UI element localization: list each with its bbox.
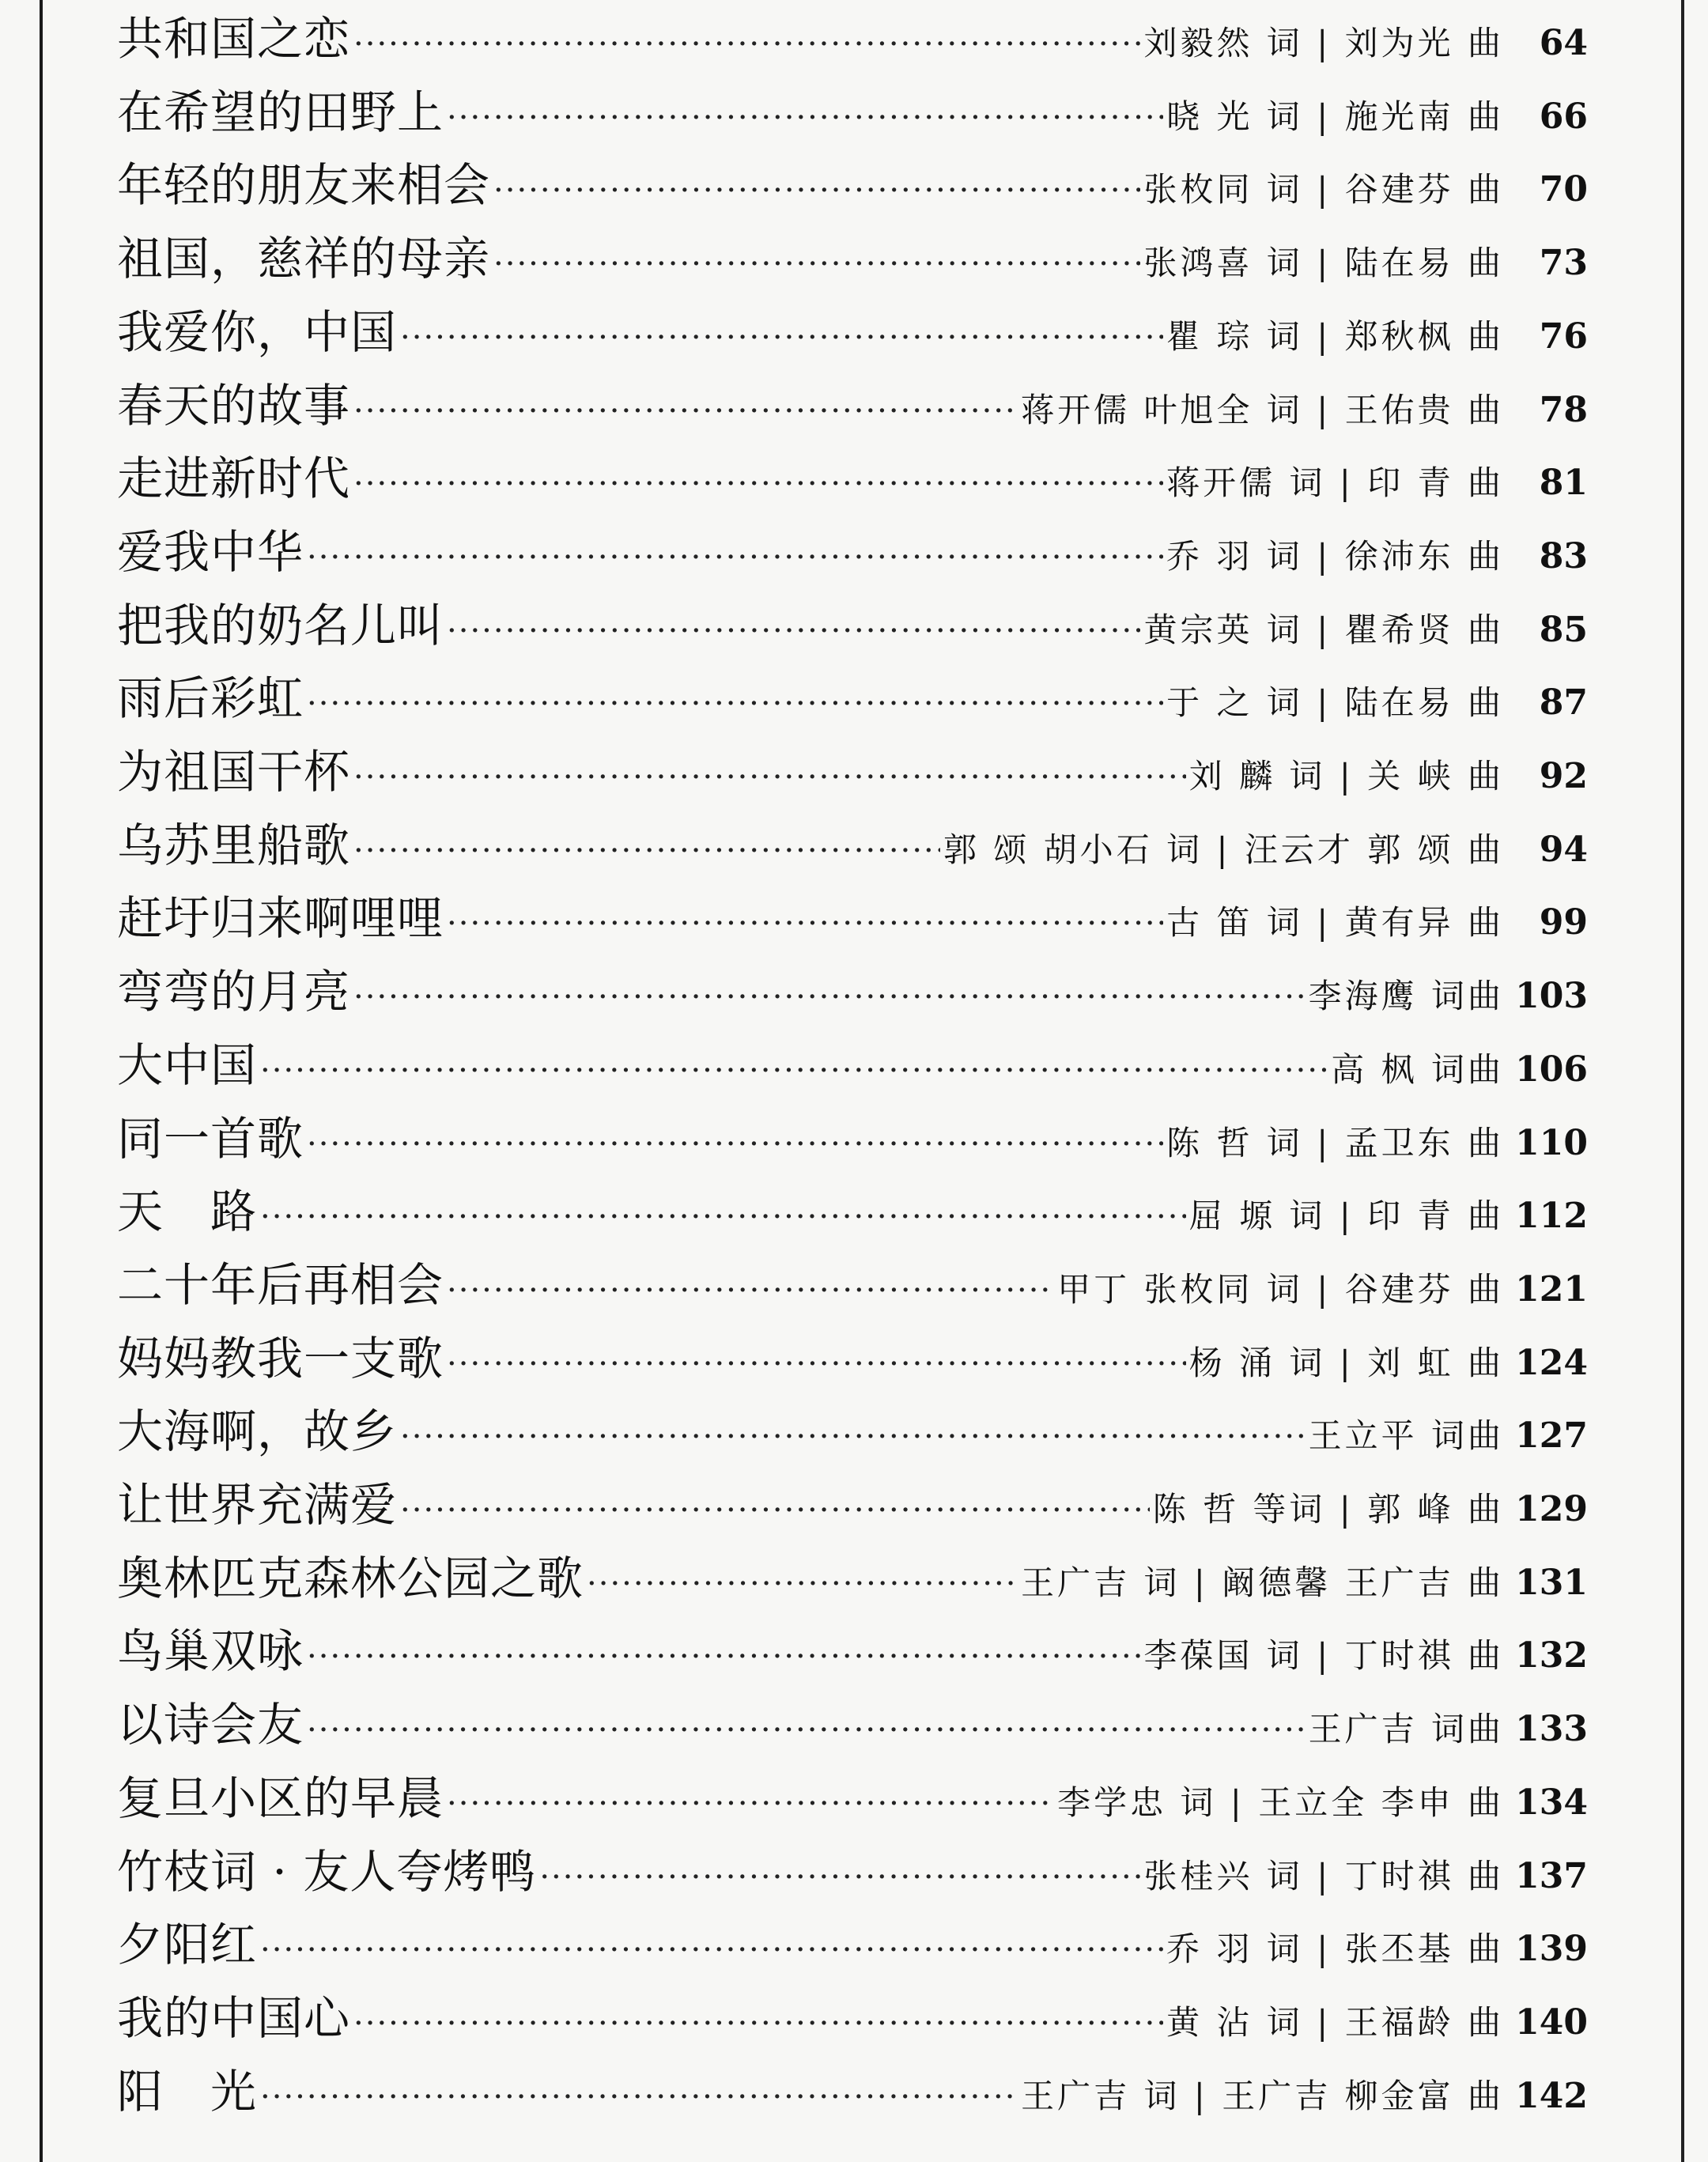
dot-leader [587,1566,1018,1602]
dot-leader [353,759,1186,796]
song-title: 乌苏里船歌 [117,818,351,872]
lyricist-composer-credit: 王立平 词曲 [1308,1416,1504,1456]
song-title: 雨后彩虹 [117,671,304,726]
lyricist-composer-credit: 屈 塬 词 | 印 青 曲 [1188,1196,1504,1236]
lyricist-composer-credit: 高 枫 词曲 [1331,1049,1504,1089]
song-title: 为祖国干杯 [117,745,351,799]
toc-entry [117,661,1588,734]
song-title: 年轻的朋友来相会 [117,158,491,213]
toc-entry [117,295,1588,368]
dot-leader [353,466,1163,502]
song-title: 同一首歌 [117,1111,304,1166]
lyricist-composer-credit: 黄 沾 词 | 王福龄 曲 [1166,2002,1504,2042]
song-title: 竹枝词 · 友人夸烤鸭 [117,1844,537,1899]
song-title: 复旦小区的早晨 [117,1771,444,1825]
lyricist-composer-credit: 王广吉 词 | 王广吉 柳金富 曲 [1021,2076,1504,2115]
lyricist-composer-credit: 乔 羽 词 | 徐沛东 曲 [1166,536,1504,576]
song-title: 让世界充满爱 [117,1478,398,1532]
page-number: 94 [1539,829,1588,870]
song-title: 把我的奶名儿叫 [117,598,444,652]
page-number: 139 [1515,1929,1588,1970]
lyricist-composer-credit: 张枚同 词 | 谷建芬 曲 [1143,170,1504,210]
page-number: 64 [1539,23,1588,63]
dot-leader [353,979,1306,1015]
toc-entry [117,221,1588,294]
dot-leader [400,319,1163,356]
page-number: 73 [1539,243,1588,284]
dot-leader [307,1712,1306,1748]
lyricist-composer-credit: 张鸿喜 词 | 陆在易 曲 [1143,244,1504,283]
toc-entry [117,2,1588,74]
lyricist-composer-credit: 蒋开儒 叶旭全 词 | 王佑贵 曲 [1021,390,1504,429]
song-title: 走进新时代 [117,452,351,506]
dot-leader [400,1492,1150,1529]
song-title: 大海啊，故乡 [117,1404,398,1459]
lyricist-composer-credit: 于 之 词 | 陆在易 曲 [1166,683,1504,723]
song-title: 爱我中华 [117,524,304,579]
toc-entry [117,1614,1588,1687]
dot-leader [447,613,1140,649]
lyricist-composer-credit: 王广吉 词 | 阚德馨 王广吉 曲 [1021,1563,1504,1602]
page-number: 110 [1515,1122,1588,1163]
toc-entry [117,441,1588,514]
dot-leader [353,833,940,869]
dot-leader [447,1786,1054,1822]
page-number: 103 [1515,976,1588,1017]
dot-leader [307,539,1163,576]
page-number: 81 [1539,463,1588,504]
toc-entry [117,148,1588,221]
dot-leader [493,172,1140,209]
toc-entry [117,881,1588,954]
toc-entry [117,1688,1588,1760]
lyricist-composer-credit: 刘毅然 词 | 刘为光 曲 [1143,24,1504,62]
lyricist-composer-credit: 蒋开儒 词 | 印 青 曲 [1166,463,1504,503]
lyricist-composer-credit: 乔 羽 词 | 张丕基 曲 [1166,1930,1504,1969]
song-title: 祖国，慈祥的母亲 [117,232,491,286]
dot-leader [353,26,1140,62]
dot-leader [260,1053,1328,1089]
toc-entry [117,1907,1588,1980]
page-number: 133 [1515,1709,1588,1750]
page-number: 66 [1539,96,1588,137]
dot-leader [400,1419,1306,1455]
dot-leader [260,1199,1186,1235]
song-title: 赶圩归来啊哩哩 [117,891,444,946]
lyricist-composer-credit: 张桂兴 词 | 丁时祺 曲 [1143,1856,1504,1896]
lyricist-composer-credit: 晓 光 词 | 施光南 曲 [1166,96,1504,136]
lyricist-composer-credit: 李海鹰 词曲 [1308,977,1504,1016]
left-border-rule [40,0,43,2162]
toc-entry [117,75,1588,148]
lyricist-composer-credit: 杨 涌 词 | 刘 虹 曲 [1188,1343,1504,1382]
page-number: 134 [1515,1782,1588,1823]
dot-leader [447,905,1163,942]
dot-leader [447,1346,1186,1382]
toc-entry [117,1174,1588,1247]
toc-entry [117,515,1588,588]
song-title: 弯弯的月亮 [117,965,351,1019]
page-number: 78 [1539,389,1588,430]
song-title: 天 路 [117,1185,258,1239]
song-title: 二十年后再相会 [117,1257,444,1312]
lyricist-composer-credit: 黄宗英 词 | 瞿希贤 曲 [1143,610,1504,649]
toc-entry [117,1541,1588,1614]
dot-leader [447,100,1163,136]
toc-entry [117,1761,1588,1834]
page-number: 132 [1515,1635,1588,1676]
toc-entry [117,808,1588,881]
song-title: 阳 光 [117,2064,258,2119]
page-number: 124 [1515,1342,1588,1383]
song-title: 在希望的田野上 [117,85,444,139]
page-number: 127 [1515,1416,1588,1457]
toc-entry [117,369,1588,441]
song-title: 春天的故事 [117,378,351,433]
dot-leader [260,2079,1018,2115]
toc-entry [117,1102,1588,1174]
song-title: 以诗会友 [117,1698,304,1752]
page-number: 121 [1515,1268,1588,1310]
page-number: 137 [1515,1855,1588,1896]
song-title: 我的中国心 [117,1990,351,2045]
toc-entry [117,1394,1588,1467]
toc-entry [117,1468,1588,1540]
toc-entry [117,1981,1588,2054]
page-number: 83 [1539,535,1588,576]
toc-entry [117,1248,1588,1321]
page-number: 76 [1539,316,1588,357]
page-number: 140 [1515,2001,1588,2043]
dot-leader [307,1126,1163,1162]
lyricist-composer-credit: 李葆国 词 | 丁时祺 曲 [1143,1636,1504,1676]
page-number: 129 [1515,1489,1588,1529]
toc-entry [117,1321,1588,1394]
song-title: 大中国 [117,1038,258,1092]
lyricist-composer-credit: 甲丁 张枚同 词 | 谷建芬 曲 [1057,1269,1504,1309]
lyricist-composer-credit: 陈 哲 词 | 孟卫东 曲 [1166,1123,1504,1162]
toc-entry [117,2054,1588,2127]
page-number: 85 [1539,609,1588,650]
page-number: 92 [1539,756,1588,796]
page-number: 106 [1515,1049,1588,1090]
dot-leader [353,2005,1163,2042]
dot-leader [353,393,1018,429]
page-number: 142 [1515,2075,1588,2116]
song-title: 奥林匹克森林公园之歌 [117,1551,584,1605]
song-title: 共和国之恋 [117,12,351,66]
lyricist-composer-credit: 瞿 琮 词 | 郑秋枫 曲 [1166,316,1504,356]
lyricist-composer-credit: 陈 哲 等词 | 郭 峰 曲 [1152,1490,1504,1529]
toc-entry [117,1028,1588,1101]
lyricist-composer-credit: 李学忠 词 | 王立全 李申 曲 [1057,1782,1504,1822]
page-number: 99 [1539,902,1588,943]
dot-leader [307,686,1163,722]
dot-leader [260,1932,1163,1968]
page-number: 112 [1515,1196,1588,1237]
page-number: 70 [1539,169,1588,210]
right-border-rule [1681,0,1684,2162]
dot-leader [493,246,1140,282]
song-title: 我爱你，中国 [117,304,398,359]
toc-entry [117,1835,1588,1907]
toc-entry [117,954,1588,1027]
lyricist-composer-credit: 刘 麟 词 | 关 峡 曲 [1188,757,1504,796]
page-number: 131 [1515,1562,1588,1603]
lyricist-composer-credit: 郭 颂 胡小石 词 | 汪云才 郭 颂 曲 [943,830,1504,869]
lyricist-composer-credit: 古 笛 词 | 黄有异 曲 [1166,903,1504,943]
song-title: 夕阳红 [117,1918,258,1972]
dot-leader [447,1272,1054,1309]
toc-entry [117,588,1588,661]
toc-entry [117,735,1588,807]
song-title: 鸟巢双咏 [117,1624,304,1679]
song-title: 妈妈教我一支歌 [117,1331,444,1385]
page-number: 87 [1539,682,1588,724]
dot-leader [539,1859,1140,1896]
dot-leader [307,1639,1140,1675]
lyricist-composer-credit: 王广吉 词曲 [1308,1710,1504,1749]
